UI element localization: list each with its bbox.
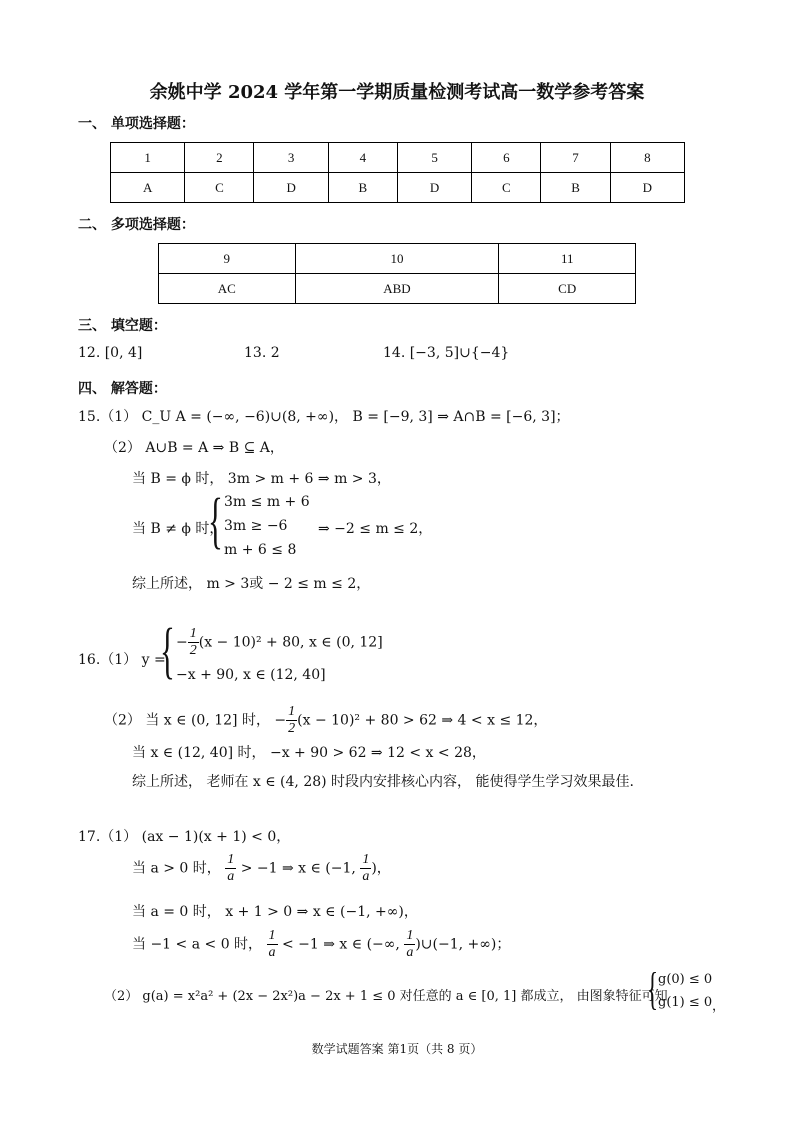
- answer-q12: 12. [0, 4]: [78, 345, 143, 361]
- fraction-numerator: 1: [406, 928, 414, 943]
- q16-conclusion: 综上所述， 老师在 x ∈ (4, 28) 时段内安排核心内容， 能使得学生学习效果最佳.: [132, 774, 634, 790]
- q15-sys-1: 3m ≤ m + 6: [224, 494, 310, 510]
- fraction-denominator: 2: [189, 643, 197, 658]
- q17-line4-mid: < −1 ⇒ x ∈ (−∞,: [281, 936, 400, 953]
- q16-line3: 当 x ∈ (12, 40] 时， −x + 90 > 62 ⇒ 12 < x < 28，: [132, 745, 486, 761]
- fraction: [267, 928, 278, 961]
- q16-case1-expr: (x − 10)² + 80, x ∈ (0, 12]: [198, 634, 383, 651]
- single-choice-table: [110, 142, 685, 203]
- fraction: [404, 928, 415, 961]
- q17-part2: （2） g(a) = x²a² + (2x − 2x²)a − 2x + 1 ≤ 0 对任意的 a ∈ [0, 1] 都成立， 由图象特征可知: [104, 989, 668, 1004]
- section-solutions: 四、 解答题：: [78, 381, 167, 397]
- table-cell: B: [541, 173, 610, 203]
- q16-case2: −x + 90, x ∈ (12, 40]: [176, 667, 326, 683]
- section-single-choice: 一、 单项选择题：: [78, 116, 195, 132]
- q15-line4-pre: 当 B ≠ ϕ 时，: [132, 521, 224, 537]
- fraction: [225, 852, 236, 885]
- q15-sys-3: m + 6 ≤ 8: [224, 542, 297, 558]
- table-cell: 9: [159, 244, 296, 274]
- table-cell: 2: [185, 143, 254, 173]
- table-cell: 8: [610, 143, 684, 173]
- page-footer: 数学试题答案 第1页（共 8 页）: [311, 1042, 483, 1056]
- left-brace: {: [647, 963, 659, 1014]
- fraction-denominator: a: [268, 945, 276, 960]
- q17-line2-pre: 当 a > 0 时，: [132, 860, 221, 877]
- table-cell: 7: [541, 143, 610, 173]
- table-cell: D: [397, 173, 471, 203]
- table-cell: 3: [254, 143, 328, 173]
- q15-line4-post: ⇒ −2 ≤ m ≤ 2，: [318, 521, 433, 537]
- q17-line4-pre: 当 −1 < a < 0 时，: [132, 936, 263, 953]
- table-cell: 10: [295, 244, 499, 274]
- q17-sys-1: g(0) ≤ 0: [658, 972, 713, 987]
- q16-part2-pre: （2） 当 x ∈ (0, 12] 时， −: [104, 712, 287, 729]
- table-row: [159, 244, 636, 274]
- fraction-numerator: 1: [189, 626, 197, 641]
- q16-part2-post: (x − 10)² + 80 > 62 ⇒ 4 < x ≤ 12，: [297, 712, 548, 729]
- left-brace: {: [208, 487, 223, 555]
- q15-conclusion: 综上所述， m > 3或 − 2 ≤ m ≤ 2，: [132, 576, 371, 592]
- table-cell: 1: [111, 143, 185, 173]
- fraction-numerator: 1: [227, 852, 235, 867]
- fraction-numerator: 1: [362, 852, 370, 867]
- left-brace: {: [160, 617, 175, 685]
- q17-sys-post: ，: [712, 999, 726, 1014]
- table-cell: 4: [328, 143, 397, 173]
- table-cell: 11: [499, 244, 636, 274]
- q17-part1: 17.（1） (ax − 1)(x + 1) < 0，: [78, 829, 291, 845]
- fraction: [360, 852, 371, 885]
- q17-sys-2: g(1) ≤ 0: [658, 995, 713, 1010]
- q17-line2: [132, 852, 391, 885]
- q15-sys-2: 3m ≥ −6: [224, 518, 288, 534]
- answer-q14: 14. [−3, 5]∪{−4}: [383, 345, 510, 361]
- page-title: 余姚中学 2024 学年第一学期质量检测考试高一数学参考答案: [149, 82, 645, 103]
- fraction-denominator: 2: [288, 721, 296, 736]
- table-cell: 6: [472, 143, 541, 173]
- q16-label: 16.（1） y =: [78, 652, 166, 668]
- table-cell: ABD: [295, 274, 499, 304]
- table-row: [111, 143, 685, 173]
- q16-case1-minus: −: [176, 634, 188, 651]
- answer-q13: 13. 2: [244, 345, 280, 361]
- q15-part1: 15.（1） C_U A = (−∞, −6)∪(8, +∞)， B = [−9, 3] ⇒ A∩B = [−6, 3]；: [78, 409, 570, 425]
- table-cell: C: [472, 173, 541, 203]
- q17-line3: 当 a = 0 时， x + 1 > 0 ⇒ x ∈ (−1, +∞)，: [132, 904, 418, 920]
- q17-line4-post: )∪(−1, +∞)；: [415, 936, 511, 953]
- table-cell: C: [185, 173, 254, 203]
- section-multi-choice: 二、 多项选择题：: [78, 217, 195, 233]
- q15-part2: （2） A∪B = A ⇒ B ⊆ A，: [104, 440, 284, 456]
- table-cell: 5: [397, 143, 471, 173]
- fraction-numerator: 1: [268, 928, 276, 943]
- table-cell: D: [254, 173, 328, 203]
- multi-choice-table: [158, 243, 636, 304]
- fraction: [188, 626, 199, 659]
- q17-line2-post: )，: [371, 860, 391, 877]
- table-row: [159, 274, 636, 304]
- table-cell: D: [610, 173, 684, 203]
- section-fill-blank: 三、 填空题：: [78, 318, 167, 334]
- q16-case1: [176, 626, 383, 659]
- fraction-denominator: a: [227, 869, 235, 884]
- q16-part2: [104, 704, 547, 737]
- table-cell: CD: [499, 274, 636, 304]
- q15-line3: 当 B = ϕ 时， 3m > m + 6 ⇒ m > 3，: [132, 471, 391, 487]
- fraction-denominator: a: [406, 945, 414, 960]
- fraction-numerator: 1: [288, 704, 296, 719]
- table-cell: AC: [159, 274, 296, 304]
- table-cell: B: [328, 173, 397, 203]
- q17-line4: [132, 928, 510, 961]
- table-cell: A: [111, 173, 185, 203]
- fraction: [286, 704, 297, 737]
- fraction-denominator: a: [362, 869, 370, 884]
- q17-line2-mid: > −1 ⇒ x ∈ (−1,: [240, 860, 356, 877]
- table-row: [111, 173, 685, 203]
